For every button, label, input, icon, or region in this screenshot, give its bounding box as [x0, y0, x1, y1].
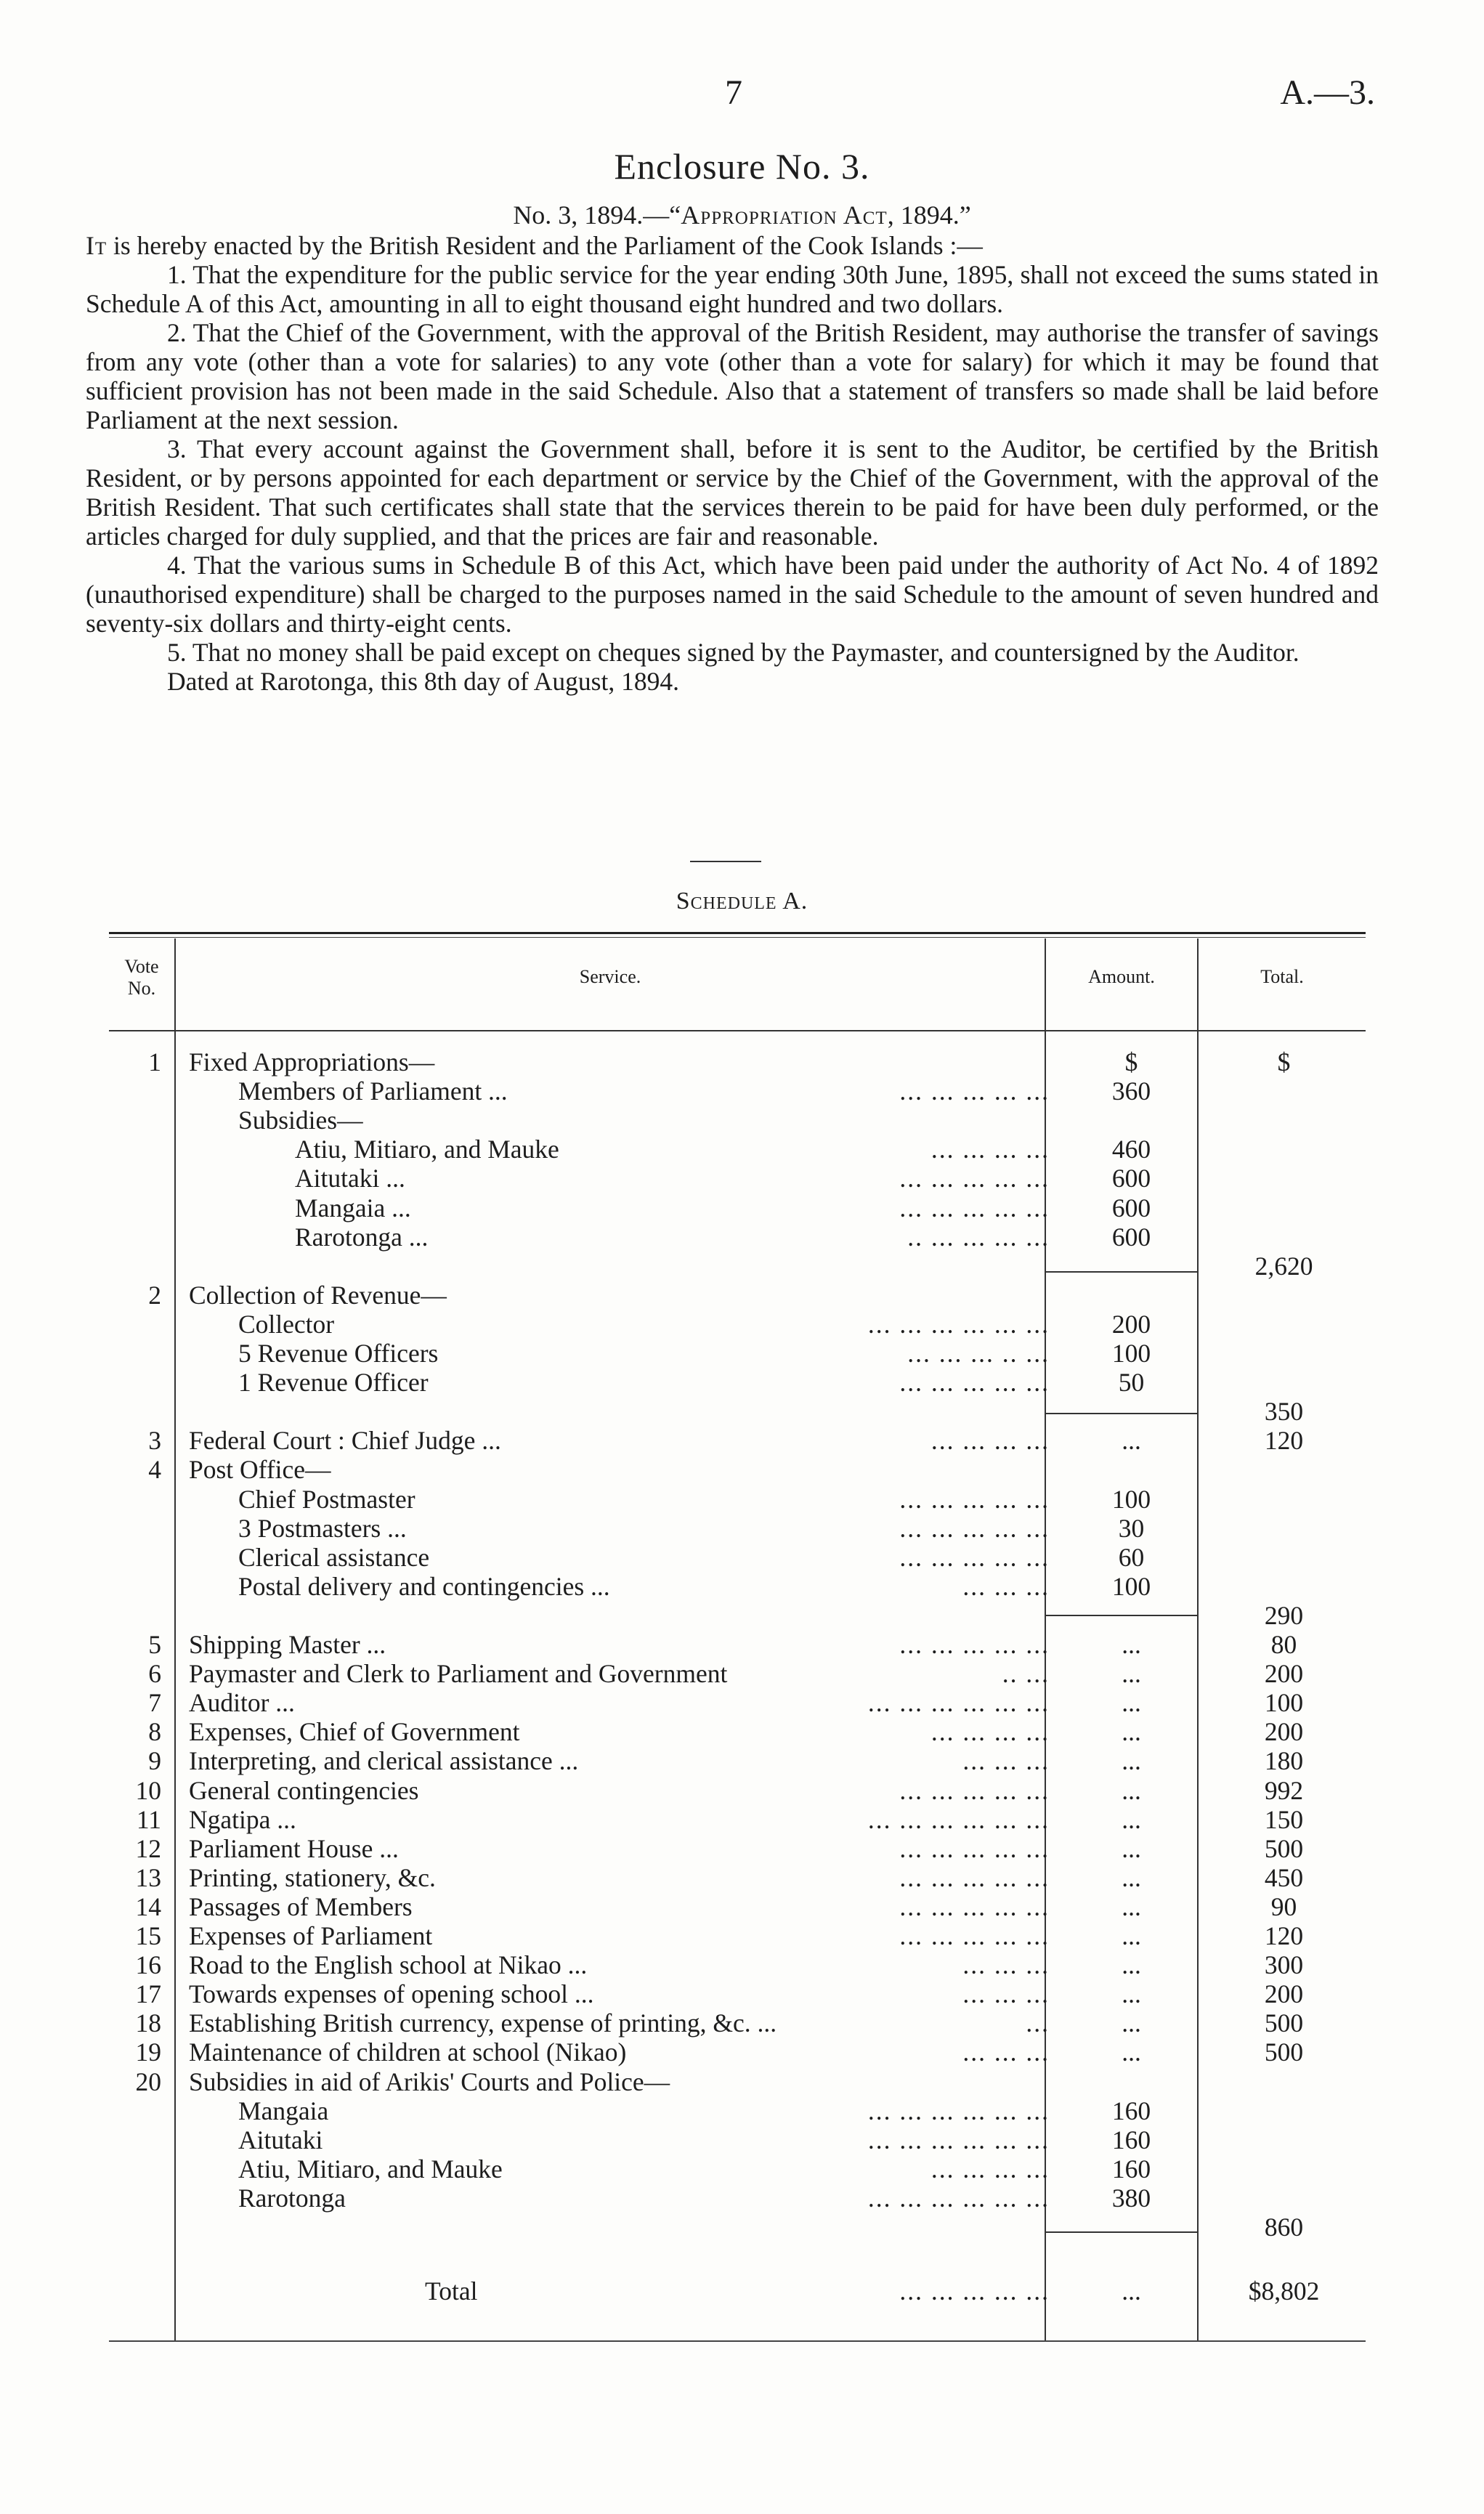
subtotal-rule — [1046, 1271, 1199, 1273]
amount-value: 60 — [1118, 1543, 1145, 1572]
table-top-rule — [109, 932, 1366, 934]
table-top-rule-thin — [109, 937, 1366, 938]
amount-value: 600 — [1111, 1193, 1151, 1222]
service-description: Aitutaki ... — [295, 1164, 405, 1193]
leader-dots: ... ... ... ... — [930, 1426, 1050, 1455]
table-row — [0, 1397, 1484, 1426]
total-amount: ... — [1122, 2276, 1141, 2306]
table-row — [0, 2183, 1484, 2213]
table-row — [0, 2037, 1484, 2067]
total-value: 200 — [1264, 1979, 1304, 2008]
table-row — [0, 1572, 1484, 1601]
clause-3: 3. That every account against the Government shall, before it is sent to the Auditor, be certified by the British Resident, or by persons appointed for each department or service by the Chief of the Government, with the approval of the British Resident. That such certificates shall state that the services therein to be paid for have been duly performed, or the articles charged for duly supplied, and that the prices are fair and reasonable. — [86, 434, 1379, 551]
service-description: Auditor ... — [189, 1688, 295, 1717]
total-value: 120 — [1264, 1426, 1304, 1455]
table-row — [0, 1076, 1484, 1106]
amount-value: 100 — [1111, 1339, 1151, 1368]
vote-number: 7 — [148, 1688, 161, 1717]
vote-number: 9 — [148, 1746, 161, 1775]
service-description: Passages of Members — [189, 1892, 413, 1921]
leader-dots: ... ... ... ... ... — [899, 1543, 1050, 1572]
service-description: Printing, stationery, &c. — [189, 1863, 436, 1892]
preamble-text: is hereby enacted by the British Resident and the Parliament of the Cook Islands :— — [107, 231, 983, 260]
table-row — [0, 1863, 1484, 1892]
table-row — [0, 1281, 1484, 1310]
document-reference: A.—3. — [1280, 73, 1375, 112]
leader-dots: ... ... ... ... ... — [899, 1164, 1050, 1193]
amount-value: 100 — [1111, 1572, 1151, 1601]
service-description: Parliament House ... — [189, 1834, 399, 1863]
leader-dots: ... ... ... ... ... — [899, 1921, 1050, 1950]
leader-dots: ... ... ... ... ... — [899, 1368, 1050, 1397]
total-value: 290 — [1264, 1601, 1304, 1630]
service-description: Towards expenses of opening school ... — [189, 1979, 594, 2008]
table-row — [0, 1426, 1484, 1455]
service-description: General contingencies — [189, 1776, 419, 1805]
amount-value: ... — [1122, 2008, 1141, 2037]
preamble-first-word: It — [86, 231, 108, 260]
amount-value: 600 — [1111, 1164, 1151, 1193]
table-row — [0, 1310, 1484, 1339]
subtotal-rule — [1046, 1413, 1199, 1414]
amount-value: 100 — [1111, 1485, 1151, 1514]
total-value: 500 — [1264, 2008, 1304, 2037]
leader-dots: ... ... ... — [962, 1572, 1050, 1601]
service-description: Post Office— — [189, 1455, 331, 1484]
subtotal-rule — [1046, 2231, 1199, 2233]
amount-value: ... — [1122, 1426, 1141, 1455]
leader-dots: ... ... ... ... ... ... — [867, 2125, 1050, 2154]
amount-value: ... — [1122, 1717, 1141, 1746]
leader-dots: ... ... ... — [962, 1950, 1050, 1979]
vote-number: 20 — [135, 2067, 161, 2096]
service-description: Rarotonga ... — [295, 1222, 429, 1252]
dated-line: Dated at Rarotonga, this 8th day of August, 1894. — [167, 667, 679, 696]
table-row — [0, 2067, 1484, 2096]
total-value: $ — [1277, 1047, 1291, 1076]
amount-value: 160 — [1111, 2154, 1151, 2183]
vote-number: 19 — [135, 2037, 161, 2067]
table-row — [0, 1630, 1484, 1659]
amount-value: ... — [1122, 1834, 1141, 1863]
table-row — [0, 1193, 1484, 1222]
table-row — [0, 1834, 1484, 1863]
amount-value: ... — [1122, 1863, 1141, 1892]
table-row — [0, 2213, 1484, 2242]
leader-dots: ... ... ... ... ... ... — [867, 1310, 1050, 1339]
amount-value: ... — [1122, 1630, 1141, 1659]
table-row — [0, 1746, 1484, 1775]
table-row — [0, 1892, 1484, 1921]
table-row — [0, 1776, 1484, 1805]
header-vote-no: Vote No. — [124, 956, 159, 999]
header-total: Total. — [1260, 966, 1304, 987]
service-description: Interpreting, and clerical assistance ... — [189, 1746, 579, 1775]
table-row — [0, 1047, 1484, 1076]
service-description: Ngatipa ... — [189, 1805, 296, 1834]
amount-value: ... — [1122, 1805, 1141, 1834]
total-label: Total — [425, 2276, 478, 2306]
service-description: Shipping Master ... — [189, 1630, 386, 1659]
service-description: Establishing British currency, expense of printing, &c. ... — [189, 2008, 777, 2037]
total-value: 450 — [1264, 1863, 1304, 1892]
amount-value: ... — [1122, 1659, 1141, 1688]
vote-number: 12 — [135, 1834, 161, 1863]
service-description: Expenses of Parliament — [189, 1921, 433, 1950]
clause-5: 5. That no money shall be paid except on cheques signed by the Paymaster, and countersigned by the Auditor. — [167, 638, 1299, 667]
section-divider — [690, 861, 761, 862]
service-description: Maintenance of children at school (Nikao) — [189, 2037, 627, 2067]
table-header-rule — [109, 1030, 1366, 1031]
table-row — [0, 1455, 1484, 1484]
service-description: Collector — [238, 1310, 335, 1339]
clause-1: 1. That the expenditure for the public service for the year ending 30th June, 1895, shall not exceed the sums stated in Schedule A of this Act, amounting in all to eight thousand eight hundred and two dollars. — [86, 260, 1379, 318]
vote-number: 5 — [148, 1630, 161, 1659]
total-value: 120 — [1264, 1921, 1304, 1950]
total-value: 350 — [1264, 1397, 1304, 1426]
total-value: 90 — [1270, 1892, 1297, 1921]
amount-value: $ — [1124, 1047, 1138, 1076]
total-value: 500 — [1264, 2037, 1304, 2067]
amount-value: 600 — [1111, 1222, 1151, 1252]
table-row — [0, 1164, 1484, 1193]
table-row — [0, 1485, 1484, 1514]
vote-number: 1 — [148, 1047, 161, 1076]
amount-value: 160 — [1111, 2125, 1151, 2154]
vote-number: 8 — [148, 1717, 161, 1746]
table-bottom-rule — [109, 2340, 1366, 2342]
amount-value: 380 — [1111, 2183, 1151, 2213]
service-description: Aitutaki — [238, 2125, 323, 2154]
leader-dots: ... ... ... ... ... ... — [867, 1805, 1050, 1834]
leader-dots: ... ... ... — [962, 1746, 1050, 1775]
leader-dots: ... ... ... ... ... — [899, 2276, 1050, 2306]
amount-value: ... — [1122, 1892, 1141, 1921]
amount-value: 50 — [1118, 1368, 1145, 1397]
act-title-suffix: , 1894.” — [887, 200, 971, 230]
service-description: Atiu, Mitiaro, and Mauke — [295, 1135, 559, 1164]
table-row — [0, 2096, 1484, 2125]
table-row — [0, 1805, 1484, 1834]
leader-dots: ... — [1026, 2008, 1050, 2037]
leader-dots: ... ... ... — [962, 1979, 1050, 2008]
table-row — [0, 1921, 1484, 1950]
act-title — [0, 200, 1484, 230]
service-description: 1 Revenue Officer — [238, 1368, 429, 1397]
service-description: Paymaster and Clerk to Parliament and Government — [189, 1659, 728, 1688]
service-description: Members of Parliament ... — [238, 1076, 508, 1106]
total-value: 300 — [1264, 1950, 1304, 1979]
table-row — [0, 1514, 1484, 1543]
total-value: 100 — [1264, 1688, 1304, 1717]
leader-dots: .. ... ... ... ... — [907, 1222, 1050, 1252]
header-amount: Amount. — [1088, 966, 1155, 987]
table-row — [0, 1222, 1484, 1252]
service-description: 5 Revenue Officers — [238, 1339, 439, 1368]
total-value: 200 — [1264, 1659, 1304, 1688]
vote-number: 18 — [135, 2008, 161, 2037]
amount-value: ... — [1122, 1921, 1141, 1950]
table-row — [0, 1979, 1484, 2008]
total-value: 860 — [1264, 2213, 1304, 2242]
vote-number: 16 — [135, 1950, 161, 1979]
vote-number: 4 — [148, 1455, 161, 1484]
amount-value: 30 — [1118, 1514, 1145, 1543]
table-row — [0, 1368, 1484, 1397]
page-number: 7 — [725, 73, 742, 112]
amount-value: ... — [1122, 1950, 1141, 1979]
leader-dots: ... ... ... .. ... — [907, 1339, 1050, 1368]
subtotal-rule — [1046, 1615, 1199, 1616]
amount-value: ... — [1122, 1746, 1141, 1775]
total-value: 200 — [1264, 1717, 1304, 1746]
total-value: 80 — [1270, 1630, 1297, 1659]
header-service: Service. — [579, 966, 641, 987]
amount-value: ... — [1122, 1688, 1141, 1717]
amount-value: ... — [1122, 1979, 1141, 2008]
table-row — [0, 1339, 1484, 1368]
service-description: Fixed Appropriations— — [189, 1047, 435, 1076]
service-description: Chief Postmaster — [238, 1485, 415, 1514]
table-row — [0, 2154, 1484, 2183]
total-value: 2,620 — [1254, 1252, 1313, 1281]
table-row — [0, 1252, 1484, 1281]
table-row — [0, 1688, 1484, 1717]
service-description: Postal delivery and contingencies ... — [238, 1572, 610, 1601]
vote-number: 2 — [148, 1281, 161, 1310]
table-row — [0, 1601, 1484, 1630]
vote-number: 17 — [135, 1979, 161, 2008]
amount-value: 460 — [1111, 1135, 1151, 1164]
table-row — [0, 1135, 1484, 1164]
clause-2: 2. That the Chief of the Government, with the approval of the British Resident, may authorise the transfer of savings from any vote (other than a vote for salaries) to any vote (other than a vote for salary) for which it may be found that sufficient provision has not been made in the said Schedule. Also that a statement of transfers so made shall be laid before Parliament at the next session. — [86, 318, 1379, 434]
leader-dots: ... ... ... ... — [930, 1717, 1050, 1746]
vote-number: 13 — [135, 1863, 161, 1892]
leader-dots: ... ... ... ... ... — [899, 1863, 1050, 1892]
clause-4: 4. That the various sums in Schedule B of this Act, which have been paid under the authority of Act No. 4 of 1892 (unauthorised expenditure) shall be charged to the purposes named in the said Schedule to the amount of seven hundred and seventy-six dollars and thirty-eight cents. — [86, 551, 1379, 638]
service-description: Mangaia — [238, 2096, 329, 2125]
leader-dots: ... ... ... ... ... — [899, 1514, 1050, 1543]
total-value: 150 — [1264, 1805, 1304, 1834]
leader-dots: ... ... ... ... ... ... — [867, 1688, 1050, 1717]
act-title-name: Appropriation Act — [681, 200, 888, 230]
vote-number: 3 — [148, 1426, 161, 1455]
total-value: 180 — [1264, 1746, 1304, 1775]
service-description: Atiu, Mitiaro, and Mauke — [238, 2154, 503, 2183]
leader-dots: ... ... ... — [962, 2037, 1050, 2067]
vote-number: 6 — [148, 1659, 161, 1688]
amount-value: ... — [1122, 1776, 1141, 1805]
amount-value: 360 — [1111, 1076, 1151, 1106]
total-value: 500 — [1264, 1834, 1304, 1863]
act-body — [86, 231, 1379, 696]
service-description: Clerical assistance — [238, 1543, 430, 1572]
table-row — [0, 1659, 1484, 1688]
vote-number: 15 — [135, 1921, 161, 1950]
grand-total: $8,802 — [1248, 2276, 1320, 2306]
total-value: 992 — [1264, 1776, 1304, 1805]
leader-dots: ... ... ... ... ... ... — [867, 2183, 1050, 2213]
total-row — [0, 2276, 1484, 2306]
table-row — [0, 1543, 1484, 1572]
leader-dots: ... ... ... ... ... — [899, 1193, 1050, 1222]
act-title-prefix: No. 3, 1894.—“ — [513, 200, 681, 230]
service-description: Mangaia ... — [295, 1193, 411, 1222]
vote-number: 14 — [135, 1892, 161, 1921]
service-description: Rarotonga — [238, 2183, 346, 2213]
leader-dots: ... ... ... ... ... — [899, 1892, 1050, 1921]
service-description: Subsidies in aid of Arikis' Courts and Police— — [189, 2067, 670, 2096]
leader-dots: ... ... ... ... ... — [899, 1630, 1050, 1659]
leader-dots: ... ... ... ... — [930, 2154, 1050, 2183]
table-row — [0, 1106, 1484, 1135]
leader-dots: ... ... ... ... ... ... — [867, 2096, 1050, 2125]
amount-value: ... — [1122, 2037, 1141, 2067]
amount-value: 200 — [1111, 1310, 1151, 1339]
vote-number: 11 — [136, 1805, 161, 1834]
enclosure-title: Enclosure No. 3. — [614, 146, 870, 187]
leader-dots: ... ... ... ... — [930, 1135, 1050, 1164]
leader-dots: .. ... — [1002, 1659, 1050, 1688]
service-description: Collection of Revenue— — [189, 1281, 447, 1310]
table-row — [0, 2125, 1484, 2154]
schedule-title: Schedule A. — [676, 888, 808, 915]
table-row — [0, 1950, 1484, 1979]
service-description: 3 Postmasters ... — [238, 1514, 407, 1543]
vote-number: 10 — [135, 1776, 161, 1805]
service-description: Expenses, Chief of Government — [189, 1717, 520, 1746]
amount-value: 160 — [1111, 2096, 1151, 2125]
table-row — [0, 1717, 1484, 1746]
service-description: Subsidies— — [238, 1106, 363, 1135]
service-description: Federal Court : Chief Judge ... — [189, 1426, 501, 1455]
leader-dots: ... ... ... ... ... — [899, 1485, 1050, 1514]
preamble — [86, 231, 1379, 260]
leader-dots: ... ... ... ... ... — [899, 1834, 1050, 1863]
leader-dots: ... ... ... ... ... — [899, 1776, 1050, 1805]
service-description: Road to the English school at Nikao ... — [189, 1950, 588, 1979]
leader-dots: ... ... ... ... ... — [899, 1076, 1050, 1106]
table-row — [0, 2008, 1484, 2037]
